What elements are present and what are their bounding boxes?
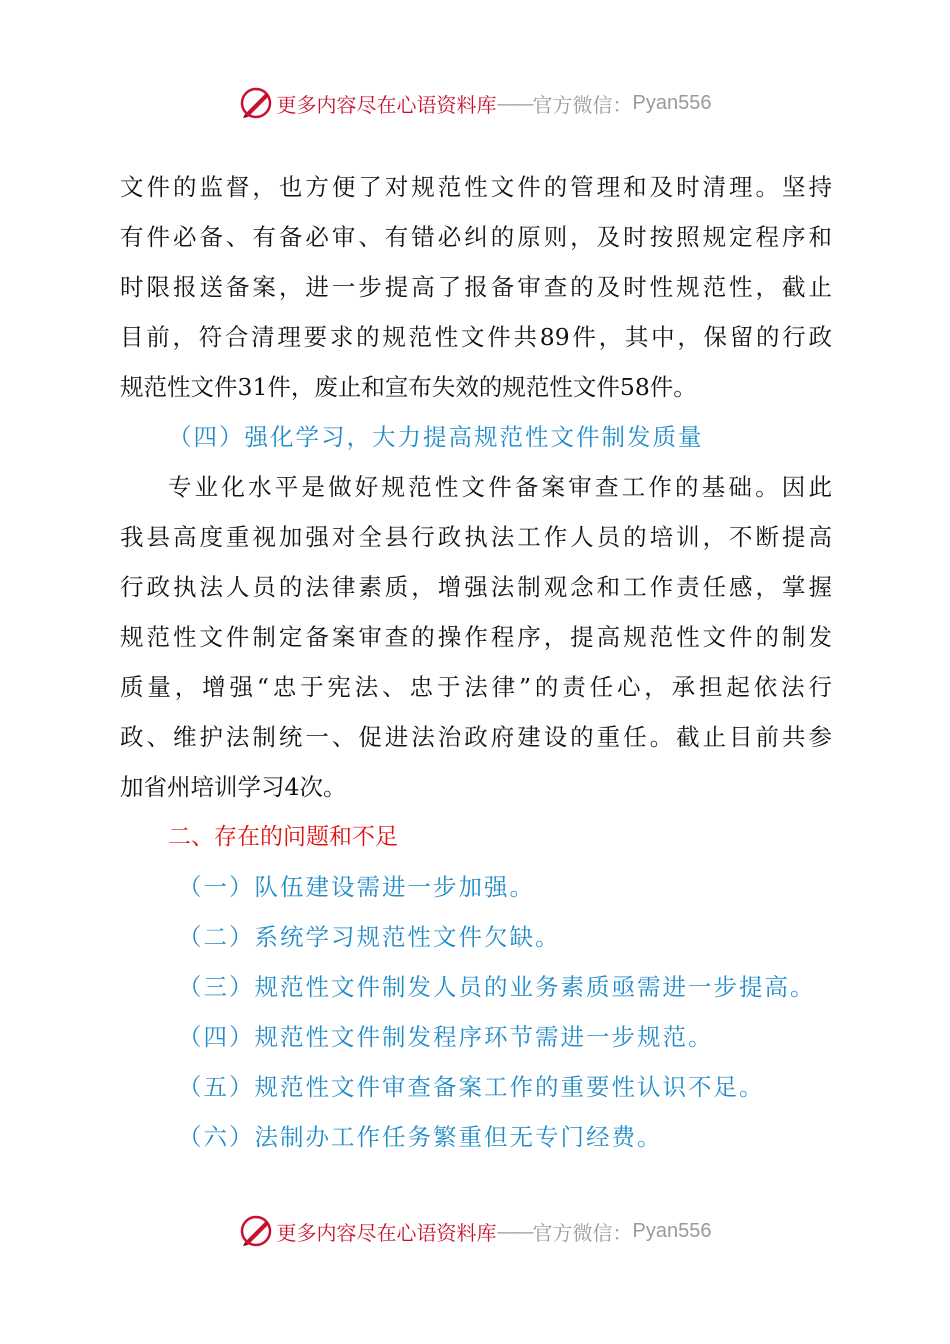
subheading-four: （四）强化学习，大力提高规范性文件制发质量: [168, 423, 704, 451]
paragraph-line: 规范性文件31件，废止和宣布失效的规范性文件58件。: [120, 373, 697, 401]
pen-logo-icon: [239, 1214, 273, 1248]
banner-slogan: 更多内容尽在心语资料库: [276, 92, 497, 117]
paragraph-line: 有件必备、有备必审、有错必纠的原则，及时按照规定程序和: [120, 223, 832, 251]
paragraph-line: 我县高度重视加强对全县行政执法工作人员的培训，不断提高: [120, 523, 832, 551]
issue-item: （六）法制办工作任务繁重但无专门经费。: [178, 1123, 663, 1151]
banner-dash: ——: [496, 91, 533, 115]
issue-item: （四）规范性文件制发程序环节需进一步规范。: [178, 1023, 714, 1051]
banner-wechat-id: Pyan556: [632, 1219, 712, 1242]
banner-wechat-label: 官方微信：: [532, 92, 633, 117]
paragraph-line: 政、维护法制统一、促进法治政府建设的重任。截止目前共参: [120, 723, 832, 751]
issue-item: （五）规范性文件审查备案工作的重要性认识不足。: [178, 1073, 765, 1101]
paragraph-line: 行政执法人员的法律素质，增强法制观念和工作责任感，掌握: [120, 573, 832, 601]
banner-wechat-label: 官方微信：: [532, 1220, 633, 1245]
pen-logo-icon: [239, 86, 273, 120]
footer-watermark: [0, 1211, 950, 1251]
paragraph-line: 目前，符合清理要求的规范性文件共89件，其中，保留的行政: [120, 323, 832, 351]
paragraph-line: 专业化水平是做好规范性文件备案审查工作的基础。因此: [168, 473, 832, 501]
paragraph-line: 质量，增强“忠于宪法、忠于法律”的责任心，承担起依法行: [120, 673, 832, 701]
banner-dash: ——: [496, 1219, 533, 1243]
banner-wechat-id: Pyan556: [632, 91, 712, 114]
paragraph-line: 加省州培训学习4次。: [120, 773, 347, 801]
section-title: 二、存在的问题和不足: [168, 824, 398, 850]
document-body: [120, 162, 832, 1162]
header-watermark: [0, 83, 950, 123]
paragraph-line: 时限报送备案，进一步提高了报备审查的及时性规范性，截止: [120, 273, 832, 301]
paragraph-line: 规范性文件制定备案审查的操作程序，提高规范性文件的制发: [120, 623, 832, 651]
issue-item: （三）规范性文件制发人员的业务素质亟需进一步提高。: [178, 973, 816, 1001]
issue-item: （二）系统学习规范性文件欠缺。: [178, 923, 561, 951]
banner-slogan: 更多内容尽在心语资料库: [276, 1220, 497, 1245]
paragraph-line: 文件的监督，也方便了对规范性文件的管理和及时清理。坚持: [120, 173, 832, 201]
issue-item: （一）队伍建设需进一步加强。: [178, 873, 535, 901]
